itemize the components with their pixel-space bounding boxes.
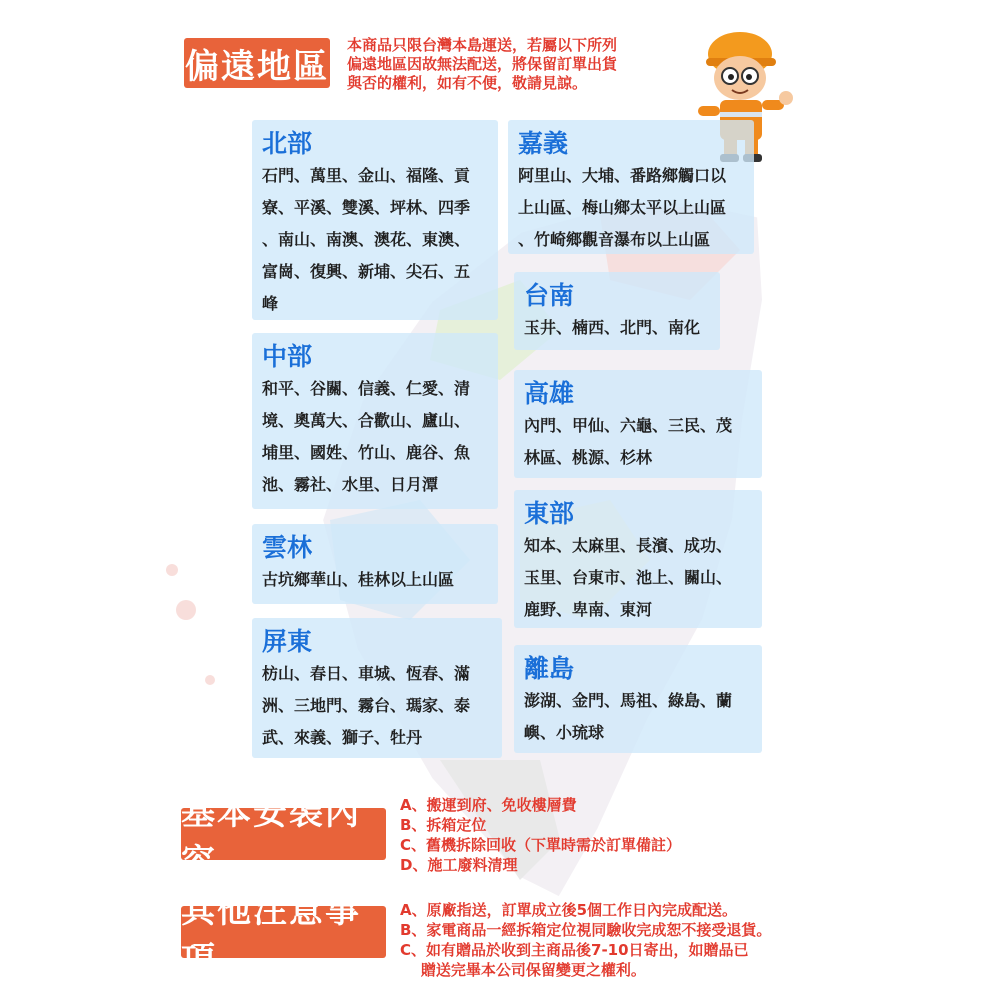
region-areas-line: 、南山、南澳、澳花、東澳、 [262, 230, 471, 249]
region-card-central [252, 333, 498, 509]
basic-install-tag: 基本安裝內容 [181, 808, 386, 860]
region-areas-line: 知本、太麻里、長濱、成功、 [524, 536, 733, 555]
region-areas-line: 嶼、小琉球 [524, 723, 605, 742]
region-title: 中部 [262, 342, 313, 371]
region-areas-line: 池、霧社、水里、日月潭 [262, 475, 439, 494]
list-item: D、施工廢料清理 [400, 856, 518, 874]
region-title: 雲林 [262, 533, 313, 562]
region-areas-line: 和平、谷關、信義、仁愛、清 [262, 379, 471, 398]
notes-items-list [400, 900, 771, 980]
region-card-yunlin [252, 524, 498, 604]
region-title: 離島 [524, 654, 575, 683]
delivery-restriction-note: 本商品只限台灣本島運送，若屬以下所列 偏遠地區因故無法配送，將保留訂單出貨 與否的權利，如有不便，敬請見諒。 [347, 36, 618, 92]
region-areas-line: 枋山、春日、車城、恆春、滿 [262, 664, 471, 683]
region-card-kaohsiung [514, 370, 762, 478]
region-title: 嘉義 [518, 129, 569, 158]
region-areas-line: 石門、萬里、金山、福隆、貢 [262, 166, 471, 185]
list-item: C、舊機拆除回收（下單時需於訂單備註） [400, 836, 682, 854]
region-areas-line: 上山區、梅山鄉太平以上山區 [518, 198, 727, 217]
list-item: A、搬運到府、免收樓層費 [400, 796, 577, 814]
region-areas-line: 寮、平溪、雙溪、坪林、四季 [262, 198, 471, 217]
region-areas-line: 玉井、楠西、北門、南化 [524, 318, 701, 337]
region-title: 台南 [524, 281, 575, 310]
region-card-north [252, 120, 498, 320]
region-card-tainan [514, 272, 720, 350]
region-areas-line: 、竹崎鄉觀音瀑布以上山區 [518, 230, 711, 249]
region-areas-line: 內門、甲仙、六龜、三民、茂 [524, 416, 733, 435]
region-areas-line: 古坑鄉華山、桂林以上山區 [262, 570, 455, 589]
region-areas-line: 埔里、國姓、竹山、鹿谷、魚 [262, 443, 471, 462]
list-item: A、原廠指送，訂單成立後5個工作日內完成配送。 [400, 901, 738, 919]
region-title: 東部 [524, 499, 575, 528]
region-areas-line: 富崗、復興、新埔、尖石、五 [262, 262, 471, 281]
region-areas-line: 鹿野、卑南、東河 [524, 600, 653, 619]
region-areas-line: 林區、桃源、杉林 [524, 448, 653, 467]
remote-areas-tag: 偏遠地區 [184, 38, 330, 88]
list-item: B、家電商品一經拆箱定位視同驗收完成恕不接受退貨。 [400, 921, 772, 939]
list-item: 贈送完畢本公司保留變更之權利。 [400, 961, 646, 979]
region-card-islands [514, 645, 762, 753]
region-areas-line: 洲、三地門、霧台、瑪家、泰 [262, 696, 471, 715]
region-card-east [514, 490, 762, 628]
region-areas-line: 玉里、台東市、池上、關山、 [524, 568, 733, 587]
region-title: 北部 [262, 129, 313, 158]
list-item: B、拆箱定位 [400, 816, 487, 834]
region-areas-line: 澎湖、金門、馬祖、綠島、蘭 [524, 691, 733, 710]
region-areas-line: 境、奧萬大、合歡山、廬山、 [262, 411, 471, 430]
region-title: 高雄 [524, 379, 575, 408]
region-card-pingtung [252, 618, 502, 758]
region-title: 屏東 [262, 627, 313, 656]
other-notes-tag: 其他注意事項 [181, 906, 386, 958]
region-card-chiayi [508, 120, 754, 254]
list-item: C、如有贈品於收到主商品後7-10日寄出，如贈品已 [400, 941, 749, 959]
region-areas-line: 峰 [262, 294, 279, 313]
region-areas-line: 武、來義、獅子、牡丹 [262, 728, 423, 747]
install-items-list [400, 795, 681, 875]
region-areas-line: 阿里山、大埔、番路鄉觸口以 [518, 166, 727, 185]
